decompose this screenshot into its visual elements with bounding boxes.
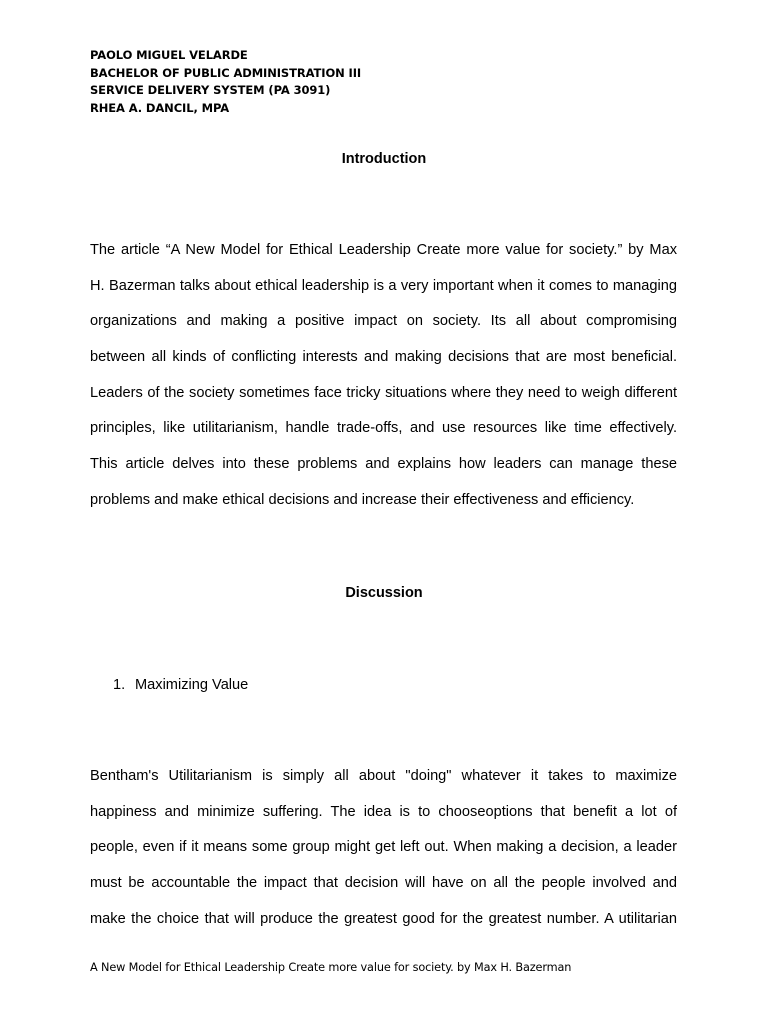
list-item <box>113 677 248 693</box>
list-item-label: Maximizing Value <box>135 677 249 693</box>
discussion-paragraph <box>90 759 677 937</box>
paragraph-line: principles, like utilitarianism, handle trade-offs, and use resources like time effectively. <box>90 420 677 437</box>
list-item-number: 1. <box>113 677 126 693</box>
paragraph-line: between all kinds of conflicting interests and making decisions that are most beneficial. <box>90 349 677 366</box>
introduction-paragraph <box>90 233 677 519</box>
course-title: SERVICE DELIVERY SYSTEM (PA 3091) <box>90 83 331 97</box>
degree-program: BACHELOR OF PUBLIC ADMINISTRATION III <box>90 65 362 80</box>
paragraph-line: happiness and minimize suffering. The idea is to chooseoptions that benefit a lot of <box>90 803 677 820</box>
paragraph-line: organizations and making a positive impact on society. Its all about compromising <box>90 313 677 330</box>
author-header <box>90 47 361 117</box>
paragraph-line: make the choice that will produce the greatest good for the greatest number. A utilitarian <box>90 910 677 927</box>
paragraph-line: must be accountable the impact that decision will have on all the people involved and <box>90 875 677 892</box>
paragraph-line: problems and make ethical decisions and increase their effectiveness and efficiency. <box>90 491 635 508</box>
author-name: PAOLO MIGUEL VELARDE <box>90 48 248 62</box>
paragraph-line: This article delves into these problems and explains how leaders can manage these <box>90 456 677 473</box>
paragraph-line: Leaders of the society sometimes face tricky situations where they need to weigh different <box>90 384 677 401</box>
paragraph-line: people, even if it means some group might get left out. When making a decision, a leader <box>90 839 677 856</box>
paragraph-line: H. Bazerman talks about ethical leadership is a very important when it comes to managing <box>90 277 677 294</box>
instructor-name: RHEA A. DANCIL, MPA <box>90 100 230 115</box>
paragraph-line: Bentham's Utilitarianism is simply all about "doing" whatever it takes to maximize <box>90 768 677 784</box>
introduction-heading: Introduction <box>341 151 427 167</box>
discussion-heading: Discussion <box>345 585 423 601</box>
paragraph-line: The article “A New Model for Ethical Leadership Create more value for society.” by Max <box>90 242 677 258</box>
page-footer: A New Model for Ethical Leadership Create more value for society. by Max H. Bazerman <box>90 961 572 974</box>
